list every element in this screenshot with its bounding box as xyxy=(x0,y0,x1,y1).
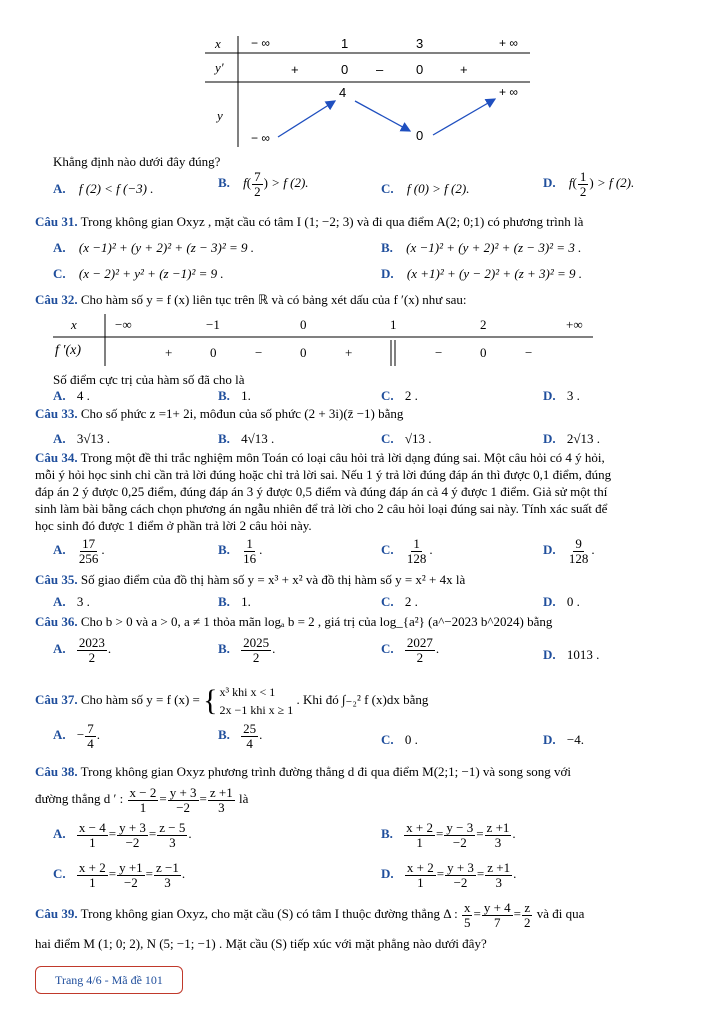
question-number: Câu 33. xyxy=(35,406,78,421)
option-label: D. xyxy=(543,175,556,191)
numerator: z − 5 xyxy=(159,820,186,835)
option-text: > f (2). xyxy=(271,175,309,191)
option-label: A. xyxy=(53,727,66,743)
option-fraction xyxy=(252,170,263,198)
vt-x-label: x xyxy=(215,36,221,51)
option-fn: f xyxy=(568,175,573,191)
question-text: Trong một đề thi trắc nghiệm môn Toán có loại câu hỏi trả lời dạng đúng sai. Một câu hỏi có 4 ý hỏi, xyxy=(80,450,605,465)
question-text: Trong không gian Oxyz phương trình đường thẳng d đi qua điểm M(2;1; −1) và song song với xyxy=(80,764,572,779)
q39-line-1: Câu 39. Trong không gian Oxyz, cho mặt cầu (S) có tâm I thuộc đường thẳng Δ : $\frac{x}{5}$ = $\frac{y + 4}{7}$ = $\frac{z}{2}$ và đi qua xyxy=(35,900,585,930)
q30-option-c[interactable] xyxy=(381,181,469,197)
st-sign: + xyxy=(345,345,353,360)
q32-option-d[interactable] xyxy=(543,388,580,404)
option-label: A. xyxy=(53,641,66,657)
question-text: và đi qua xyxy=(536,906,585,922)
st-x-val: +∞ xyxy=(566,317,583,332)
numerator: 25 xyxy=(243,721,257,736)
q38-line-1 xyxy=(35,764,571,780)
option-fn: f xyxy=(243,175,247,191)
option-label: A. xyxy=(53,826,66,842)
option-label: B. xyxy=(218,431,230,446)
q33-option-a[interactable] xyxy=(53,431,110,447)
option-text: 1013 . xyxy=(566,647,600,662)
denominator: −2 xyxy=(452,834,467,850)
question-number: Câu 31. xyxy=(35,214,78,229)
denominator: 3 xyxy=(169,834,176,850)
q34-line-2: mỗi ý hỏi học sinh chỉ cần trả lời đúng hoặc chỉ trả lời sai. Nếu 1 ý trả lời đúng đáp án thì được 0,1 điểm, đúng xyxy=(35,467,612,482)
question-text: đường thẳng d ′ : xyxy=(35,791,124,807)
denominator: 3 xyxy=(495,874,502,890)
option-text: 4 . xyxy=(76,388,90,403)
question-text: Trong không gian Oxyz, cho mặt cầu (S) có tâm I thuộc đường thẳng Δ : xyxy=(80,906,458,922)
q34-line-5: học sinh đó được 1 điểm ở phần trả lời 2 câu hỏi này. xyxy=(35,518,312,533)
fraction xyxy=(404,821,435,849)
numerator: 17 xyxy=(82,536,96,551)
question-number: Câu 39. xyxy=(35,906,78,922)
sign-table-lines xyxy=(53,314,593,370)
question-stem: Cho b > 0 và a > 0, a ≠ 1 thỏa mãn logₐ b = 2 , giá trị của log_{a²} (a^−2023 b^2024) bằng xyxy=(80,614,553,629)
st-sign: − xyxy=(255,345,263,360)
fraction xyxy=(117,821,148,849)
denominator: 16 xyxy=(243,550,257,566)
question-number: Câu 32. xyxy=(35,292,78,307)
option-text: 2 . xyxy=(404,594,418,609)
fraction xyxy=(485,861,512,889)
option-text: > f (2). xyxy=(596,175,635,191)
fraction xyxy=(445,861,476,889)
option-text: (x −1)² + (y + 2)² + (z − 3)² = 9 . xyxy=(78,240,255,255)
option-text: f (2) < f (−3) . xyxy=(78,181,154,196)
option-label: C. xyxy=(53,266,66,281)
sign-table xyxy=(53,314,593,370)
fraction xyxy=(77,861,108,889)
numerator: 9 xyxy=(575,536,582,551)
q38-option-c[interactable]: C. $\frac{x + 2}{1}$ = $\frac{y +1}{-2}$ = $\frac{z -1}{3}$ . xyxy=(53,860,186,890)
numerator: y − 3 xyxy=(446,820,474,835)
option-fraction xyxy=(567,537,591,565)
denominator: 1 xyxy=(417,874,424,890)
numerator: x + 2 xyxy=(406,820,434,835)
fraction xyxy=(168,786,199,814)
q30-option-d[interactable]: D. f( $\frac{1}{2}$ ) > f (2). xyxy=(543,169,635,199)
numerator: z +1 xyxy=(209,785,233,800)
numerator: y + 3 xyxy=(447,860,474,875)
fraction xyxy=(154,861,181,889)
fraction xyxy=(522,901,533,929)
vt-x-val: 3 xyxy=(416,36,424,51)
increase-arrow-1 xyxy=(278,101,335,137)
q34-option-c[interactable]: C. $\frac{1}{128}$ . xyxy=(381,536,433,566)
denominator: 5 xyxy=(463,914,471,930)
numerator: z +1 xyxy=(487,860,511,875)
option-fraction xyxy=(241,722,258,750)
option-label: D. xyxy=(543,594,556,609)
denominator: −2 xyxy=(125,834,140,850)
numerator: x + 2 xyxy=(406,860,434,875)
option-label: B. xyxy=(218,542,230,558)
option-text: −4. xyxy=(566,732,584,747)
option-label: C. xyxy=(381,641,394,657)
option-label: A. xyxy=(53,431,66,446)
variation-table xyxy=(205,36,530,151)
numerator: 7 xyxy=(87,721,94,736)
question-number: Câu 35. xyxy=(35,572,78,587)
st-sign: 0 xyxy=(210,345,217,360)
q32-after: Số điểm cực trị của hàm số đã cho là xyxy=(53,372,245,387)
vt-sign: – xyxy=(376,62,384,77)
option-text: √13 . xyxy=(404,431,432,446)
q34-line-4: sinh làm bài bằng cách chọn phương án ngẫu nhiên để trả lời cho 2 câu hỏi loại đúng sai này. Tính xác suất để xyxy=(35,501,608,516)
vt-sign: 0 xyxy=(341,62,349,77)
q32-option-c[interactable] xyxy=(381,388,418,404)
q36-option-a[interactable]: A. $\frac{2023}{2}$ . xyxy=(53,635,112,665)
st-x-val: −1 xyxy=(206,317,220,332)
q34-line-1 xyxy=(35,450,605,466)
numerator: z xyxy=(524,900,531,915)
fraction xyxy=(462,901,473,929)
q34-option-a[interactable]: A. $\frac{17}{256}$ . xyxy=(53,536,105,566)
q33-option-c[interactable] xyxy=(381,431,432,447)
numerator: y + 3 xyxy=(169,785,197,800)
vt-y-val: 4 xyxy=(339,85,347,100)
q34-line-3: đáp án 2 ý được 0,25 điểm, đúng đáp án 3 ý được 0,5 điểm và đúng đáp án cả 4 ý được 1 điểm. Giả sử một thí xyxy=(35,484,608,499)
numerator: x − 4 xyxy=(78,820,106,835)
denominator: 1 xyxy=(139,799,147,815)
q31-option-b[interactable] xyxy=(381,240,581,256)
q38-option-a[interactable]: A. $\frac{x - 4}{1}$ = $\frac{y + 3}{-2}$ = $\frac{z - 5}{3}$ . xyxy=(53,820,192,850)
denominator: −2 xyxy=(176,799,191,815)
option-text: 3 . xyxy=(76,594,90,609)
vt-y-val: − ∞ xyxy=(251,131,270,145)
option-fraction xyxy=(578,170,589,198)
option-fraction xyxy=(77,636,107,664)
vt-x-val: 1 xyxy=(341,36,349,51)
denominator: 2 xyxy=(88,649,96,665)
denominator: 2 xyxy=(252,649,260,665)
denominator: 256 xyxy=(78,550,99,566)
fraction xyxy=(77,821,108,849)
st-sign: − xyxy=(435,345,443,360)
option-label: A. xyxy=(53,240,66,255)
q31-stem-line xyxy=(35,214,583,230)
option-label: B. xyxy=(218,594,230,609)
option-sign: − xyxy=(76,727,85,743)
option-text: 2 . xyxy=(404,388,418,403)
q37-option-d[interactable] xyxy=(543,732,584,748)
q35-option-a[interactable] xyxy=(53,594,90,610)
q34-option-b[interactable]: B. $\frac{1}{16}$ . xyxy=(218,536,263,566)
denominator: 1 xyxy=(416,834,423,850)
question-stem-pre: Cho hàm số y = f (x) = xyxy=(80,691,200,707)
option-text: 4√13 . xyxy=(241,431,275,446)
option-label: B. xyxy=(218,727,230,743)
option-label: C. xyxy=(381,388,394,403)
numerator: 2027 xyxy=(406,635,433,650)
st-x-val: 0 xyxy=(300,317,307,332)
q37-option-c[interactable] xyxy=(381,732,418,748)
option-text: 0 . xyxy=(404,732,418,747)
option-label: B. xyxy=(218,641,230,657)
q33-option-d[interactable] xyxy=(543,431,600,447)
q32-option-b[interactable] xyxy=(218,388,251,404)
denominator: 128 xyxy=(568,550,589,566)
vt-x-val: − ∞ xyxy=(251,36,270,50)
denominator: 1 xyxy=(89,834,96,850)
option-label: D. xyxy=(381,866,394,882)
q35-option-b[interactable] xyxy=(218,594,251,610)
numerator: y + 4 xyxy=(483,900,511,915)
q36-option-c[interactable]: C. $\frac{2027}{2}$ . xyxy=(381,635,440,665)
question-stem: Trong không gian Oxyz , mặt cầu có tâm I (1; −2; 3) và đi qua điểm A(2; 0;1) có phương trình là xyxy=(80,214,584,229)
numerator: 1 xyxy=(579,169,587,184)
st-x-label: x xyxy=(71,317,77,332)
question-stem: Cho số phức z =1+ 2i, môđun của số phức (2 + 3i)(z̄ −1) bằng xyxy=(80,406,404,421)
option-label: A. xyxy=(53,542,66,558)
denominator: 3 xyxy=(218,799,225,815)
page-footer-badge: Trang 4/6 - Mã đề 101 xyxy=(35,966,183,994)
vt-y-val: 0 xyxy=(416,128,424,143)
question-number: Câu 36. xyxy=(35,614,78,629)
option-label: B. xyxy=(218,175,230,191)
question-number: Câu 34. xyxy=(35,450,78,465)
option-fraction xyxy=(405,537,429,565)
q36-stem-line xyxy=(35,614,552,630)
option-label: C. xyxy=(381,732,394,747)
denominator: 3 xyxy=(164,874,171,890)
numerator: x − 2 xyxy=(129,785,157,800)
piecewise-case-1: x³ khi x < 1 xyxy=(219,685,276,699)
q32-option-a[interactable] xyxy=(53,388,90,404)
st-fprime-label: f ′(x) xyxy=(55,343,81,358)
option-label: C. xyxy=(53,866,66,882)
vt-x-val: + ∞ xyxy=(499,36,518,50)
option-label: A. xyxy=(53,181,66,196)
q36-option-d[interactable] xyxy=(543,647,599,663)
fraction xyxy=(444,821,475,849)
vt-sign: 0 xyxy=(416,62,424,77)
denominator: 2 xyxy=(254,183,261,199)
option-fraction xyxy=(405,636,435,664)
q30-option-b[interactable]: B. f( $\frac{7}{2}$ ) > f (2). xyxy=(218,169,309,199)
option-label: C. xyxy=(381,542,394,558)
vt-y-label: y xyxy=(217,108,223,123)
option-text: 1. xyxy=(241,388,251,403)
vt-yprime-label: y' xyxy=(215,60,224,75)
option-label: D. xyxy=(543,431,556,446)
q30-option-a[interactable] xyxy=(53,181,153,197)
numerator: 2023 xyxy=(78,635,105,650)
denominator: 2 xyxy=(579,183,587,199)
fraction xyxy=(128,786,159,814)
option-text: 3 . xyxy=(566,388,580,403)
denominator: −2 xyxy=(123,874,138,890)
option-label: D. xyxy=(543,647,556,662)
piecewise-case-2: 2x −1 khi x ≥ 1 xyxy=(219,703,294,717)
q38-line-2: đường thẳng d ′ : $\frac{x - 2}{1}$ = $\frac{y + 3}{-2}$ = $\frac{z +1}{3}$ là xyxy=(35,785,249,815)
question-stem: Số giao điểm của đồ thị hàm số y = x³ + x² và đồ thị hàm số y = x² + 4x là xyxy=(80,572,466,587)
increase-arrow-2 xyxy=(433,99,495,135)
numerator: y +1 xyxy=(119,860,143,875)
fraction xyxy=(157,821,187,849)
option-text: 2√13 . xyxy=(566,431,601,446)
fraction xyxy=(208,786,235,814)
option-label: D. xyxy=(543,388,556,403)
q35-option-c[interactable] xyxy=(381,594,418,610)
st-x-val: 1 xyxy=(390,317,397,332)
q33-option-b[interactable] xyxy=(218,431,274,447)
numerator: y + 3 xyxy=(119,820,146,835)
q35-stem-line xyxy=(35,572,465,588)
st-x-val: −∞ xyxy=(115,317,132,332)
q38-option-b[interactable]: B. $\frac{x + 2}{1}$ = $\frac{y - 3}{-2}$ = $\frac{z +1}{3}$ . xyxy=(381,820,516,850)
question-number: Câu 38. xyxy=(35,764,78,779)
brace: { xyxy=(203,684,218,717)
option-fraction xyxy=(85,722,96,750)
fraction xyxy=(482,901,513,929)
option-label: A. xyxy=(53,594,66,609)
st-sign: 0 xyxy=(480,345,487,360)
question-stem: Cho hàm số y = f (x) liên tục trên ℝ và có bảng xét dấu của f ′(x) như sau: xyxy=(80,292,467,307)
option-fraction xyxy=(241,537,258,565)
fraction xyxy=(405,861,436,889)
q39-line-2: hai điểm M (1; 0; 2), N (5; −1; −1) . Mặt cầu (S) tiếp xúc với mặt phẳng nào dưới đây? xyxy=(35,936,487,951)
decrease-arrow xyxy=(355,101,410,131)
denominator: 3 xyxy=(494,834,502,850)
option-text: 1. xyxy=(241,594,251,609)
q32-stem-line xyxy=(35,292,467,308)
question-text: là xyxy=(239,791,249,807)
option-text: 3√13 . xyxy=(76,431,111,446)
st-sign: − xyxy=(525,345,533,360)
numerator: 1 xyxy=(246,536,253,551)
q36-option-b[interactable]: B. $\frac{2025}{2}$ . xyxy=(218,635,276,665)
option-label: B. xyxy=(381,240,393,255)
q37-option-a[interactable]: A. − $\frac{7}{4}$ . xyxy=(53,721,100,751)
option-label: B. xyxy=(381,826,393,842)
q30-stem: Khẳng định nào dưới đây đúng? xyxy=(53,154,221,169)
vt-y-val: + ∞ xyxy=(499,85,518,99)
numerator: x + 2 xyxy=(78,860,106,875)
st-x-val: 2 xyxy=(480,317,487,332)
denominator: −2 xyxy=(453,874,468,890)
option-label: D. xyxy=(543,542,556,558)
denominator: 128 xyxy=(406,550,427,566)
numerator: 2025 xyxy=(243,635,270,650)
q31-option-c[interactable] xyxy=(53,266,224,282)
option-fraction xyxy=(241,636,271,664)
numerator: z +1 xyxy=(486,820,510,835)
denominator: 4 xyxy=(246,735,253,751)
option-label: C. xyxy=(381,181,394,196)
q38-option-d[interactable]: D. $\frac{x + 2}{1}$ = $\frac{y + 3}{-2}$ = $\frac{z +1}{3}$ . xyxy=(381,860,517,890)
denominator: 4 xyxy=(87,735,94,751)
option-text: (x − 2)² + y² + (z −1)² = 9 . xyxy=(78,266,224,281)
option-text: f (0) > f (2). xyxy=(406,181,470,196)
piecewise xyxy=(203,683,293,719)
q31-option-a[interactable] xyxy=(53,240,254,256)
option-label: D. xyxy=(381,266,394,281)
st-sign: + xyxy=(165,345,173,360)
option-text: (x −1)² + (y + 2)² + (z − 3)² = 3 . xyxy=(406,240,582,255)
fraction xyxy=(485,821,512,849)
st-sign: 0 xyxy=(300,345,307,360)
fraction xyxy=(117,861,145,889)
numerator: 7 xyxy=(254,169,261,184)
numerator: z −1 xyxy=(156,860,179,875)
option-label: B. xyxy=(218,388,230,403)
denominator: 1 xyxy=(89,874,96,890)
option-fraction xyxy=(77,537,101,565)
option-label: C. xyxy=(381,594,394,609)
denominator: 2 xyxy=(416,649,424,665)
option-label: A. xyxy=(53,388,66,403)
denominator: 2 xyxy=(524,914,531,930)
question-number: Câu 37. xyxy=(35,691,78,707)
denominator: 7 xyxy=(493,914,501,930)
numerator: x xyxy=(463,900,471,915)
vt-sign: + xyxy=(291,62,299,77)
numerator: 1 xyxy=(413,536,420,551)
option-label: D. xyxy=(543,732,556,747)
question-stem-post: . Khi đó ∫₋₂² f (x)dx bằng xyxy=(296,691,429,707)
option-text: (x +1)² + (y − 2)² + (z + 3)² = 9 . xyxy=(406,266,583,281)
q37-stem-line xyxy=(35,683,428,719)
q37-option-b[interactable]: B. $\frac{25}{4}$ . xyxy=(218,721,263,751)
option-text: 0 . xyxy=(566,594,580,609)
q31-option-d[interactable] xyxy=(381,266,582,282)
vt-sign: + xyxy=(460,62,468,77)
option-label: C. xyxy=(381,431,394,446)
q33-stem-line xyxy=(35,406,403,422)
q35-option-d[interactable] xyxy=(543,594,580,610)
q34-option-d[interactable]: D. $\frac{9}{128}$ . xyxy=(543,536,595,566)
